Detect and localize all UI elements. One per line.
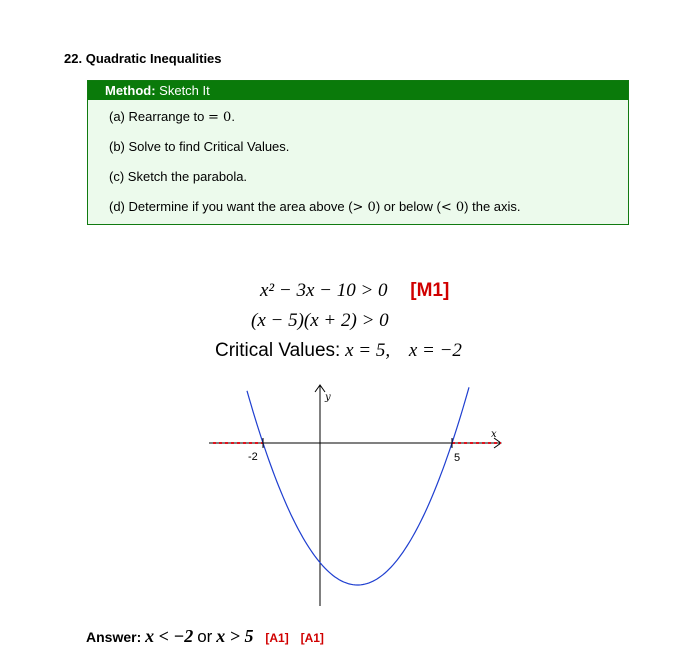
accuracy-mark-1: [A1] xyxy=(265,631,289,645)
method-step-b xyxy=(109,139,289,154)
parabola-sketch xyxy=(209,380,509,612)
answer-part-2 xyxy=(216,626,253,646)
step-text-after: . xyxy=(231,109,235,124)
step-letter: (a) xyxy=(109,109,125,124)
method-header xyxy=(88,81,628,100)
answer-inequality-2: x > 5 xyxy=(216,626,254,646)
step-text-after: ) the axis. xyxy=(464,199,521,214)
step-text: Rearrange to xyxy=(128,109,205,124)
answer-part-1 xyxy=(145,626,193,646)
inequality-expression: x² − 3x − 10 > 0 xyxy=(260,280,388,301)
answer-line xyxy=(86,626,324,647)
step-math: = 0 xyxy=(208,110,232,125)
critical-value-1: x = 5, xyxy=(345,340,391,361)
step-text: Determine if you want the area above ( xyxy=(128,199,353,214)
accuracy-mark-2: [A1] xyxy=(300,631,324,645)
step-math: < 0 xyxy=(440,200,465,215)
critical-values-line xyxy=(215,340,462,362)
y-axis-label: y xyxy=(325,392,331,403)
critical-value-2: x = −2 xyxy=(408,340,462,361)
question-number: 22. xyxy=(64,51,83,66)
x-axis-label: x xyxy=(491,429,497,440)
parabola-curve xyxy=(247,387,469,585)
method-mark: [M1] xyxy=(410,280,450,301)
answer-connector: or xyxy=(197,627,213,646)
step-letter: (d) xyxy=(109,199,125,214)
step-text: Sketch the parabola. xyxy=(127,169,248,184)
step-math: > 0 xyxy=(352,200,376,215)
step-text-mid: ) or below ( xyxy=(375,199,441,214)
answer-label: Answer: xyxy=(86,629,142,645)
answer-inequality-1: x < −2 xyxy=(145,626,194,646)
question-title: Quadratic Inequalities xyxy=(85,51,222,66)
step-letter: (b) xyxy=(109,139,125,154)
step-text: Solve to find Critical Values. xyxy=(128,139,290,154)
method-header-value: Sketch It xyxy=(159,83,210,98)
method-header-label: Method: xyxy=(105,83,156,98)
critical-values-label: Critical Values: xyxy=(215,340,341,361)
working-line-2 xyxy=(251,310,389,332)
question-heading xyxy=(64,51,222,66)
root-right-label: 5 xyxy=(454,452,461,464)
working-line-1 xyxy=(260,280,449,302)
method-step-c xyxy=(109,169,247,184)
root-left-label: -2 xyxy=(248,451,258,463)
step-letter: (c) xyxy=(109,169,125,184)
method-step-a xyxy=(109,109,235,125)
method-step-d xyxy=(109,199,521,215)
factorised-expression: (x − 5)(x + 2) > 0 xyxy=(251,310,389,331)
method-box xyxy=(87,80,629,225)
